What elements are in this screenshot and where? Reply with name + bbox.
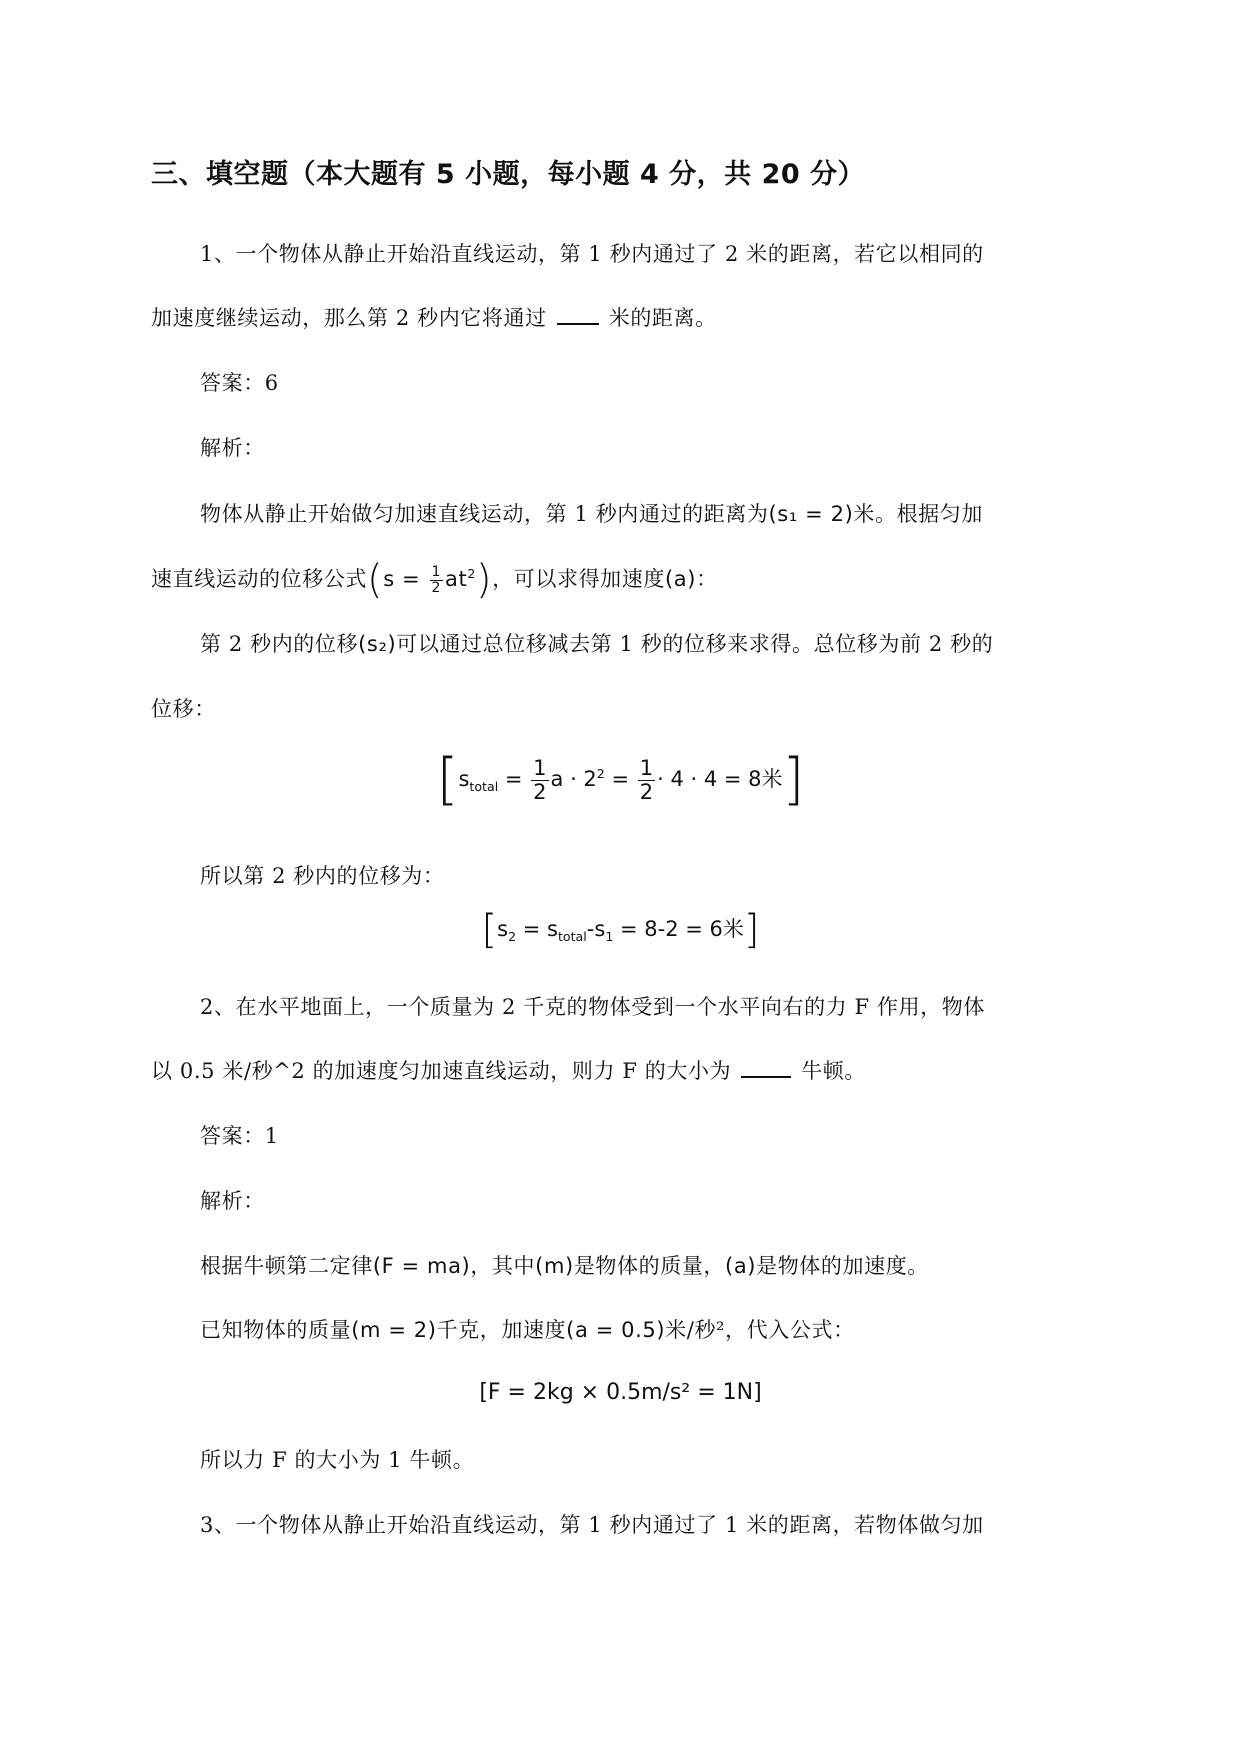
q1-answer: 答案：6 bbox=[200, 371, 279, 395]
q2-para2-a: 已知物体的质量 bbox=[200, 1318, 352, 1342]
q2-para2-c: 米/秒²，代入公式： bbox=[665, 1318, 855, 1342]
q2-line2-after: 牛顿。 bbox=[801, 1059, 866, 1083]
q2-para2-b: 千克，加速度 bbox=[436, 1318, 567, 1342]
q1-para1-text: 物体从静止开始做匀加速直线运动，第 1 秒内通过的距离为 bbox=[200, 502, 769, 526]
q2-para1 bbox=[200, 1250, 929, 1280]
q2-analysis-label: 解析： bbox=[200, 1189, 265, 1213]
q2-para1-b: ，其中 bbox=[470, 1254, 536, 1278]
q2-para2 bbox=[200, 1314, 855, 1344]
q1-line2 bbox=[151, 302, 717, 332]
q2-blank[interactable] bbox=[741, 1075, 791, 1078]
q1-line1: 1、一个物体从静止开始沿直线运动，第 1 秒内通过了 2 米的距离，若它以相同的 bbox=[200, 242, 984, 266]
s1-equation: (s₁ = 2) bbox=[768, 502, 854, 526]
force-equation: [F = 2kg × 0.5m/s² = 1N] bbox=[479, 1380, 762, 1405]
q1-line2-before: 加速度继续运动，那么第 2 秒内它将通过 bbox=[151, 306, 547, 330]
q2-conclusion: 所以力 F 的大小为 1 牛顿。 bbox=[200, 1448, 475, 1472]
q2-line2 bbox=[151, 1055, 866, 1085]
q2-para1-d: 是物体的加速度。 bbox=[756, 1254, 929, 1278]
eq1-tail: · 4 · 4 = 8米 bbox=[657, 767, 783, 791]
q2-line2-before: 以 0.5 米/秒^2 的加速度匀加速直线运动，则力 F 的大小为 bbox=[151, 1059, 732, 1083]
q1-line2-after: 米的距离。 bbox=[608, 306, 717, 330]
s2-symbol: (s₂) bbox=[358, 632, 397, 656]
q1-para4: 位移： bbox=[151, 697, 216, 721]
q1-para2-text: 速直线运动的位移公式 bbox=[151, 567, 367, 591]
q1-para5: 所以第 2 秒内的位移为： bbox=[200, 864, 445, 888]
displacement-formula: (s = $\frac{1}{2}$ $at^2$) bbox=[367, 557, 493, 603]
q3-line1: 3、一个物体从静止开始沿直线运动，第 1 秒内通过了 1 米的距离，若物体做匀加 bbox=[200, 1513, 984, 1537]
mass-value: (m = 2) bbox=[351, 1318, 437, 1342]
q2-para1-c: 是物体的质量， bbox=[573, 1254, 726, 1278]
q1-para3-tail: 可以通过总位移减去第 1 秒的位移来求得。总位移为前 2 秒的 bbox=[396, 632, 994, 656]
q1-para3 bbox=[200, 628, 993, 658]
eq2-tail: = 8-2 = 6米 bbox=[613, 917, 744, 941]
q1-para2: 速直线运动的位移公式(s = $\frac{1}{2}$ $at^2$)，可以求得加速度(a)： bbox=[151, 557, 718, 603]
q2-para1-a: 根据牛顿第二定律 bbox=[200, 1254, 373, 1278]
q1-blank[interactable] bbox=[557, 322, 599, 325]
q1-para1 bbox=[200, 498, 983, 528]
second-displacement-equation: [$s_2 = s_{total}-s_1 = 8-2 = 6$米] bbox=[481, 907, 760, 953]
m-symbol: (m) bbox=[535, 1254, 574, 1278]
newton-law-equation: (F = ma) bbox=[372, 1254, 471, 1278]
acceleration-value: (a = 0.5) bbox=[566, 1318, 666, 1342]
q2-line1: 2、在水平地面上，一个质量为 2 千克的物体受到一个水平向右的力 F 作用，物体 bbox=[200, 995, 985, 1019]
total-displacement-equation: [$s_{total}$ = $\frac{1}{2}$ $a \cdot 2^2$ = $\frac{1}{2}$ · 4 · 4 = 8米] bbox=[436, 747, 805, 812]
q2-a-symbol: (a) bbox=[725, 1254, 757, 1278]
q1-para1-tail: 米。根据匀加 bbox=[853, 502, 983, 526]
q1-para2-tail: ，可以求得加速度 bbox=[492, 567, 665, 591]
q1-analysis-label: 解析： bbox=[200, 436, 265, 460]
section-heading: 三、填空题（本大题有 5 小题，每小题 4 分，共 20 分） bbox=[151, 159, 866, 190]
q1-para3-text: 第 2 秒内的位移 bbox=[200, 632, 359, 656]
q2-answer: 答案：1 bbox=[200, 1124, 279, 1148]
a-symbol: (a) bbox=[665, 567, 697, 591]
